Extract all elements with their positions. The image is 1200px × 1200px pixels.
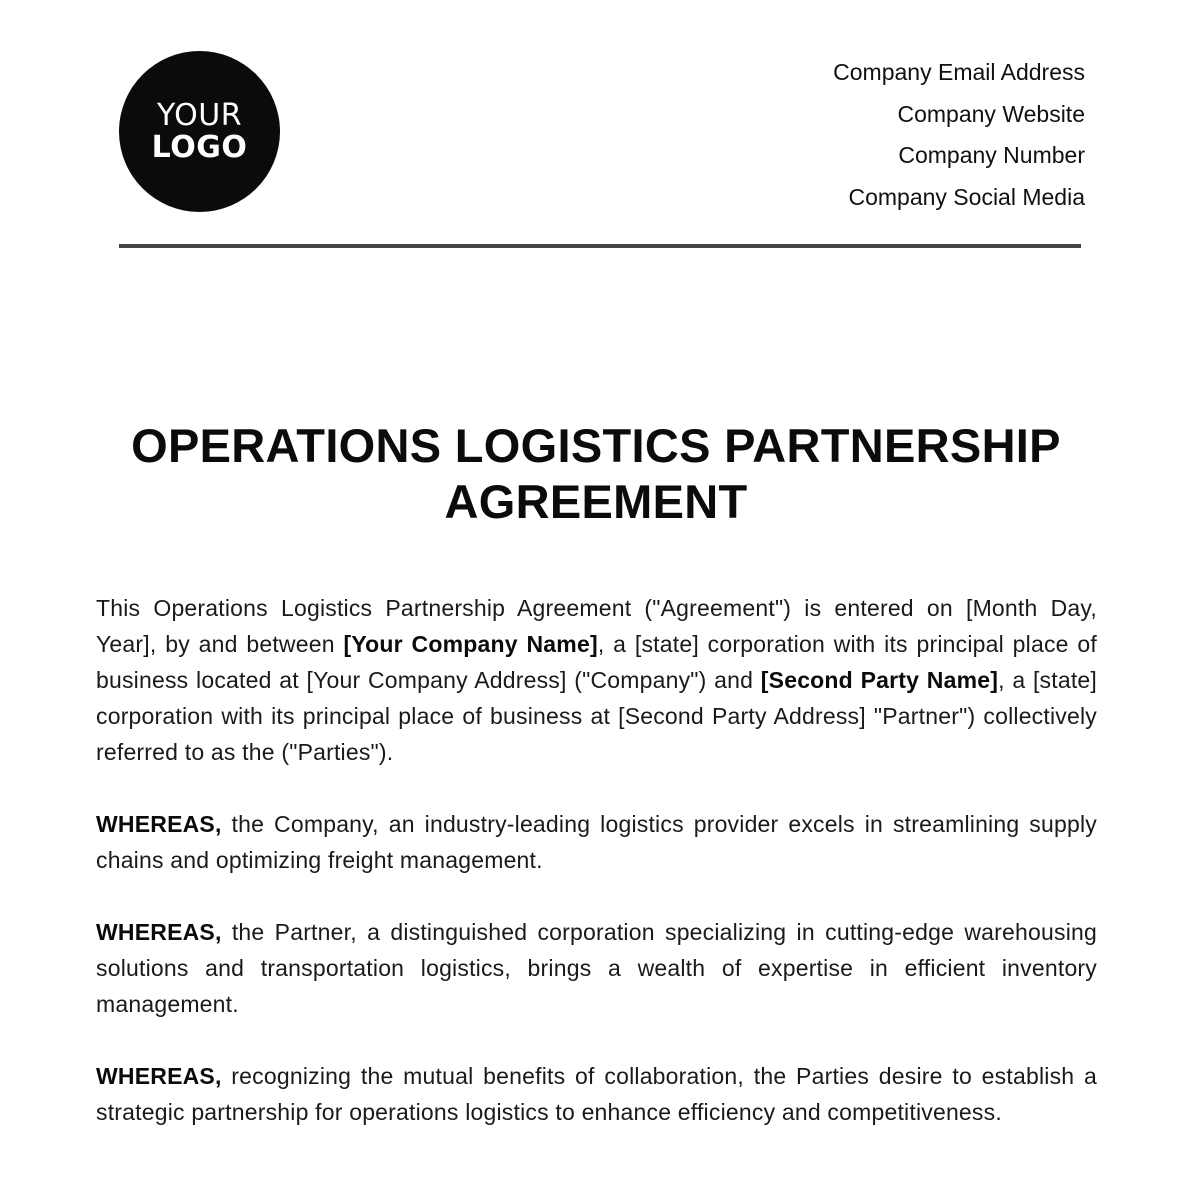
document-title: OPERATIONS LOGISTICS PARTNERSHIP AGREEMENT bbox=[131, 419, 1061, 528]
company-name-placeholder: [Your Company Name] bbox=[343, 631, 598, 657]
company-social-media: Company Social Media bbox=[848, 183, 1085, 210]
intro-paragraph bbox=[96, 590, 1097, 770]
intro-text-part1: This Operations Logistics Partnership Agreement ("Agreement") is entered on [Month Day, Year], by and between bbox=[96, 595, 1097, 657]
logo-text-line2: LOGO bbox=[151, 129, 248, 165]
whereas-text: recognizing the mutual benefits of collaboration, the Parties desire to establish a strategic partnership for operations logistics to enhance efficiency and competitiveness. bbox=[96, 1063, 1097, 1125]
whereas-paragraph-3 bbox=[96, 1058, 1097, 1130]
intro-text-part3: , a [state] corporation with its principal place of business at [Second Party Address] "Partner") collectively referred to as the ("Parties"). bbox=[96, 667, 1098, 765]
company-number: Company Number bbox=[898, 142, 1085, 168]
company-logo bbox=[119, 51, 280, 212]
logo-text-line1: YOUR bbox=[156, 97, 243, 133]
company-contact-block bbox=[833, 52, 1085, 218]
whereas-label: WHEREAS, bbox=[96, 919, 222, 945]
whereas-text: the Partner, a distinguished corporation specializing in cutting-edge warehousing solutions and transportation logistics, brings a wealth of expertise in efficient inventory management. bbox=[96, 919, 1097, 1017]
company-website: Company Website bbox=[897, 100, 1085, 127]
whereas-text: the Company, an industry-leading logistics provider excels in streamlining supply chains and optimizing freight management. bbox=[96, 811, 1097, 873]
whereas-paragraph-2 bbox=[96, 914, 1097, 1022]
second-party-name-placeholder: [Second Party Name] bbox=[760, 667, 999, 693]
whereas-paragraph-1 bbox=[96, 806, 1097, 878]
whereas-label: WHEREAS, bbox=[96, 1063, 222, 1089]
intro-text-part2: , a [state] corporation with its principal place of business located at [Your Company Address] ("Company") and bbox=[96, 631, 1097, 693]
header-divider bbox=[119, 244, 1081, 248]
company-email: Company Email Address bbox=[833, 59, 1085, 85]
whereas-label: WHEREAS, bbox=[96, 811, 222, 837]
